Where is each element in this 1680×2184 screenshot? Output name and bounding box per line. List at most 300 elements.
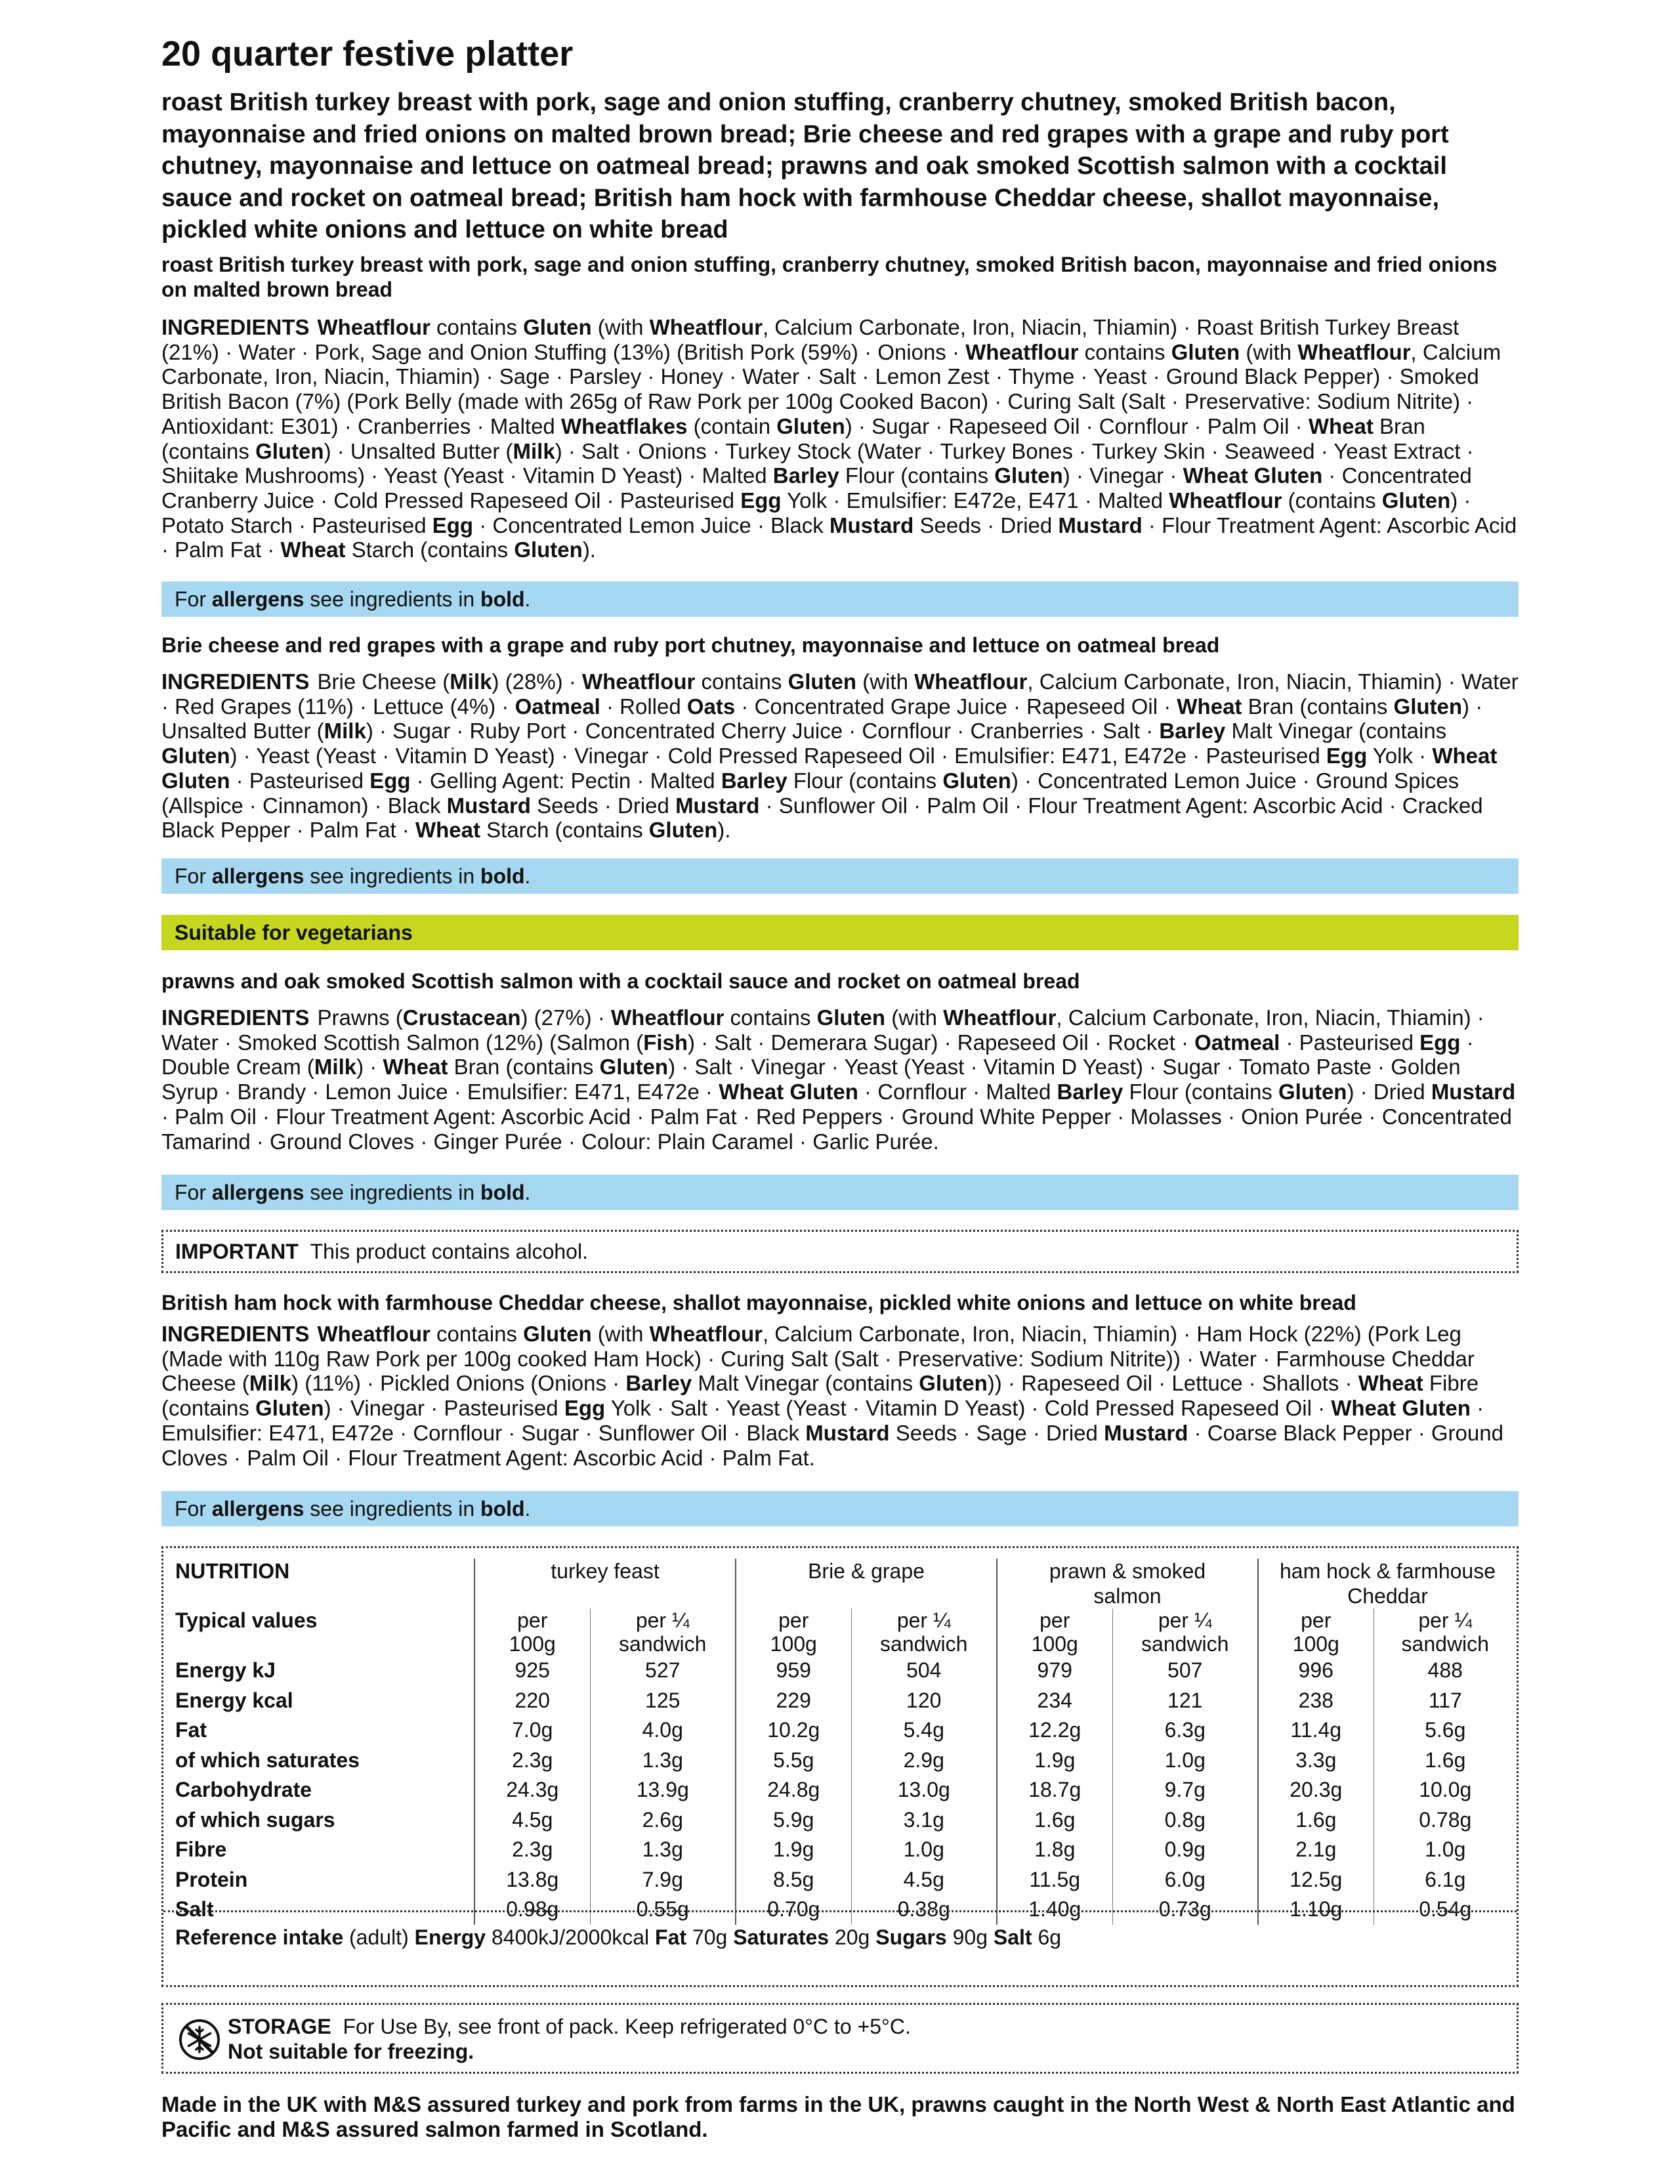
- nutrient-value: 5.4g: [851, 1715, 997, 1746]
- section-name-prawn: prawns and oak smoked Scottish salmon with a cocktail sauce and rocket on oatmeal bread: [161, 969, 1080, 993]
- nutrient-value: 6.1g: [1425, 1867, 1466, 1891]
- ingredient-text: · Sunflower Oil · Palm Oil · Flour Treatment Agent: Ascorbic Acid · Cracked Black Pepper · Palm Fat ·: [161, 793, 1483, 843]
- ingredient-text: , Calcium Carbonate, Iron, Niacin, Thiamin) · Sage · Parsley · Honey · Water · Salt · Lemon Zest · Thyme · Yeast · Ground Black Pepper) · Smoked British Bacon (7%) (Pork Belly (made with 265g of Raw Pork per 100g Cooked Bacon) · Curing Salt (Salt · Preservative: Sodium Nitrite) · Antioxidant: E301) · Cranberries · Malted: [161, 339, 1502, 438]
- ingredient-text: Wheatflour: [943, 1005, 1057, 1030]
- nutrient-label: Fat: [163, 1715, 474, 1746]
- allergen-note: [161, 858, 1519, 894]
- nutrient-value: 7.0g: [474, 1715, 590, 1746]
- nutrient-value: 3.3g: [1258, 1746, 1374, 1776]
- per-quarter-header: per ¼ sandwich: [1401, 1608, 1489, 1656]
- ingredient-text: Milk: [513, 438, 555, 463]
- reference-intake-text: Sugars: [875, 1925, 947, 1949]
- ingredient-text: Yolk · Emulsifier: E472e, E471 · Malted: [781, 488, 1169, 513]
- allergen-note-text: .: [524, 1181, 531, 1204]
- reference-intake-text: Saturates: [733, 1925, 830, 1949]
- nutrient-value: 1.0g: [851, 1835, 997, 1865]
- ingredient-text: Seeds · Sage · Dried: [889, 1420, 1104, 1445]
- nutrition-divider: [163, 1910, 1517, 1912]
- nutrient-label: Energy kcal: [163, 1686, 474, 1716]
- ingredient-text: · Cornflour · Malted: [858, 1080, 1057, 1104]
- nutrient-value: 1.6g: [1425, 1748, 1466, 1772]
- nutrient-value: 8.5g: [736, 1865, 851, 1895]
- ingredient-text: Crustacean: [402, 1005, 521, 1030]
- nutrient-value: 925: [474, 1656, 590, 1686]
- ingredient-text: Egg: [564, 1396, 606, 1421]
- nutrient-value: 24.8g: [736, 1775, 851, 1805]
- ingredient-text: contains: [430, 1322, 524, 1346]
- nutrient-value: 4.5g: [851, 1865, 997, 1895]
- nutrient-value: 527: [590, 1656, 736, 1686]
- nutrient-label: Energy kJ: [163, 1656, 474, 1686]
- allergen-note-text: see ingredients in: [304, 1497, 481, 1521]
- ingredients-label: INGREDIENTS: [161, 315, 310, 339]
- ingredient-text: Wheat Gluten: [1183, 463, 1323, 488]
- ingredient-text: Egg: [432, 513, 474, 537]
- ingredient-text: Seeds · Dried: [530, 793, 676, 818]
- ingredient-text: (with: [1240, 339, 1298, 364]
- nutrient-value: 11.4g: [1258, 1715, 1374, 1746]
- nutrition-row: [163, 1895, 1517, 1925]
- nutrient-value: 125: [590, 1686, 736, 1716]
- typical-values-label: Typical values: [163, 1608, 474, 1656]
- allergen-note-text: allergens: [211, 864, 304, 888]
- ingredient-text: Barley: [721, 768, 788, 793]
- nutrient-value: 1.9g: [997, 1746, 1112, 1776]
- ingredient-text: ) · Concentrated Lemon Juice · Ground Spices (Allspice · Cinnamon) · Black: [161, 768, 1460, 818]
- nutrition-table: [163, 1559, 1517, 1925]
- ingredient-text: Wheatflour: [1297, 339, 1411, 364]
- nutrient-value: 10.2g: [736, 1715, 851, 1746]
- ingredient-text: ) · Vinegar · Pasteurised: [324, 1396, 564, 1421]
- ingredient-text: Wheat Gluten: [161, 744, 1498, 793]
- nutrition-row: [163, 1775, 1517, 1805]
- ingredient-text: Wheatflour: [582, 669, 696, 694]
- ingredient-text: Milk: [314, 1055, 357, 1080]
- ingredient-text: , Calcium Carbonate, Iron, Niacin, Thiamin) · Ham Hock (22%) (Pork Leg (Made with 110g Raw Pork per 100g cooked Ham Hock) · Curing Salt (Salt · Preservative: Sodium Nitrite)) · Water · Farmhouse Cheddar Cheese (: [161, 1322, 1475, 1396]
- ingredient-text: Brie Cheese (: [317, 669, 450, 694]
- ingredient-text: Oatmeal: [1194, 1030, 1280, 1055]
- ingredient-text: Gluten: [994, 463, 1063, 488]
- ingredient-text: Mustard: [1104, 1420, 1188, 1445]
- nutrient-value: 0.98g: [474, 1895, 590, 1925]
- nutrient-value: 5.9g: [736, 1805, 851, 1836]
- storage-box: [161, 2003, 1519, 2074]
- ingredient-text: · Rolled: [600, 694, 687, 719]
- ingredient-text: ) (27%) ·: [520, 1005, 611, 1030]
- nutrient-value: 13.8g: [474, 1865, 590, 1895]
- allergen-note-text: allergens: [211, 1497, 304, 1521]
- ingredient-text: Wheat: [1308, 413, 1374, 438]
- ingredient-text: Malt Vinegar (contains: [692, 1371, 919, 1396]
- ingredient-text: Flour (contains: [839, 463, 995, 488]
- nutrient-value: 2.3g: [474, 1835, 590, 1865]
- ingredients-brie: [161, 669, 1519, 843]
- nutrient-value: 1.3g: [590, 1746, 736, 1776]
- ingredient-text: Yolk ·: [1367, 744, 1433, 768]
- allergen-note-text: bold: [480, 864, 525, 888]
- storage-text: [228, 2014, 911, 2064]
- ingredient-text: )) · Rapeseed Oil · Lettuce · Shallots ·: [987, 1371, 1358, 1396]
- nutrient-value: 220: [474, 1686, 590, 1716]
- nutrient-value: 1.10g: [1258, 1895, 1374, 1925]
- ingredient-text: (contains: [1282, 488, 1382, 513]
- allergen-note: [161, 1491, 1519, 1526]
- ingredient-text: Flour (contains: [1123, 1080, 1278, 1104]
- ingredient-text: Gluten: [599, 1055, 669, 1080]
- nutrient-value: 1.40g: [997, 1895, 1112, 1925]
- nutrient-value: 2.6g: [590, 1805, 736, 1836]
- per-quarter-header: per ¼ sandwich: [851, 1608, 997, 1656]
- ingredient-text: Fibre (contains: [161, 1371, 1479, 1421]
- ingredient-text: Bran (contains: [448, 1055, 600, 1080]
- ingredient-text: ) · Salt · Onions · Turkey Stock (Water · Turkey Bones · Turkey Skin · Seaweed · Yeast Extract · Shiitake Mushrooms) · Yeast (Yeast · Vitamin D Yeast) · Malted: [161, 438, 1474, 488]
- product-column-header: ham hock & farmhouse Cheddar: [1279, 1559, 1496, 1608]
- ingredient-text: Egg: [740, 488, 782, 513]
- reference-intake-text: Energy: [414, 1925, 486, 1949]
- allergen-note-text: For: [175, 864, 212, 888]
- ingredient-text: Gluten: [776, 413, 845, 438]
- ingredient-text: Egg: [1326, 744, 1368, 768]
- ingredient-text: ) · Unsalted Butter (: [324, 438, 513, 463]
- per-quarter-header: per ¼ sandwich: [590, 1608, 736, 1656]
- nutrient-value: 238: [1258, 1686, 1374, 1716]
- allergen-note-text: allergens: [211, 587, 304, 611]
- ingredient-text: , Calcium Carbonate, Iron, Niacin, Thiamin) · Water · Smoked Scottish Salmon (12%) (Salmon (: [161, 1005, 1484, 1055]
- reference-intake-text: 90g: [946, 1925, 994, 1949]
- nutrient-value: 0.73g: [1112, 1895, 1258, 1925]
- ingredient-text: ) (11%) · Pickled Onions (Onions ·: [291, 1371, 626, 1396]
- no-freezing-icon: [178, 2018, 221, 2061]
- ingredient-text: Starch (contains: [480, 818, 649, 843]
- product-column-header: Brie & grape: [736, 1559, 997, 1608]
- reference-intake-text: 20g: [829, 1925, 876, 1949]
- ingredient-text: , Calcium Carbonate, Iron, Niacin, Thiamin) · Water · Red Grapes (11%) · Lettuce (4%) ·: [161, 669, 1519, 719]
- ingredients-label: INGREDIENTS: [161, 1005, 310, 1030]
- ingredient-text: Wheatflour: [317, 1322, 430, 1346]
- ingredient-text: Egg: [1419, 1030, 1461, 1055]
- nutrient-value: 7.9g: [590, 1865, 736, 1895]
- nutrient-label: of which sugars: [163, 1805, 474, 1836]
- nutrient-value: 20.3g: [1258, 1775, 1374, 1805]
- ingredient-text: ) · Sugar · Ruby Port · Concentrated Cherry Juice · Cornflour · Cranberries · Salt ·: [366, 719, 1160, 744]
- ingredient-text: Mustard: [1058, 513, 1143, 537]
- ingredient-text: · Gelling Agent: Pectin · Malted: [410, 768, 721, 793]
- nutrition-row: [163, 1715, 1517, 1746]
- nutrient-value: 6.0g: [1112, 1865, 1258, 1895]
- nutrition-row: [163, 1805, 1517, 1836]
- ingredient-text: Gluten: [1381, 488, 1451, 513]
- allergen-note-text: .: [524, 1497, 531, 1521]
- reference-intake-text: Fat: [655, 1925, 687, 1949]
- ingredient-text: Gluten: [1278, 1080, 1347, 1104]
- reference-intake-text: Salt: [993, 1925, 1032, 1949]
- ingredient-text: (with: [591, 315, 650, 339]
- allergen-note-text: bold: [480, 587, 525, 611]
- nutrient-value: 120: [851, 1686, 997, 1716]
- product-title: 20 quarter festive platter: [161, 34, 574, 74]
- important-notice: [161, 1230, 1519, 1273]
- ingredient-text: · Palm Oil · Flour Treatment Agent: Ascorbic Acid · Palm Fat · Red Peppers · Ground White Pepper · Molasses · Onion Purée · Concentrated Tamarind · Ground Cloves · Ginger Purée · Colour: Plain Caramel · Garlic Purée.: [161, 1104, 1512, 1154]
- ingredient-text: Prawns (: [317, 1005, 403, 1030]
- ingredient-text: · Concentrated Grape Juice · Rapeseed Oil ·: [735, 694, 1177, 719]
- nutrient-value: 10.0g: [1419, 1778, 1472, 1801]
- per-100g-header: per 100g: [1258, 1608, 1374, 1656]
- ingredient-text: ) · Salt · Demerara Sugar) · Rapeseed Oil · Rocket ·: [688, 1030, 1195, 1055]
- nutrient-value: 1.0g: [1425, 1838, 1466, 1861]
- nutrient-value: 13.9g: [590, 1775, 736, 1805]
- allergen-note: [161, 1175, 1519, 1210]
- ingredient-text: · Concentrated Cranberry Juice · Cold Pressed Rapeseed Oil · Pasteurised: [161, 463, 1472, 513]
- ingredient-text: ) · Dried: [1347, 1080, 1431, 1104]
- ingredient-text: Malt Vinegar (contains: [1225, 719, 1447, 744]
- ingredient-text: Flour (contains: [787, 768, 943, 793]
- reference-intake-text: Reference intake: [175, 1925, 344, 1949]
- nutrient-value: 5.6g: [1425, 1718, 1466, 1742]
- ingredient-text: Wheat: [280, 537, 346, 562]
- ingredient-text: Bran (contains: [1242, 694, 1394, 719]
- ingredient-text: Milk: [450, 669, 492, 694]
- nutrient-value: 1.0g: [1112, 1746, 1258, 1776]
- ingredient-text: Wheat: [1177, 694, 1242, 719]
- nutrient-value: 18.7g: [997, 1775, 1112, 1805]
- ingredient-text: Bran (contains: [161, 413, 1425, 463]
- ingredient-text: Gluten: [942, 768, 1011, 793]
- ingredient-text: Mustard: [1431, 1080, 1516, 1104]
- ingredient-text: · Coarse Black Pepper · Ground Cloves · Palm Oil · Flour Treatment Agent: Ascorbic Acid · Palm Fat.: [161, 1420, 1503, 1470]
- ingredient-text: Gluten: [514, 537, 583, 562]
- nutrient-value: 4.5g: [474, 1805, 590, 1836]
- ingredient-text: · Emulsifier: E471, E472e · Cornflour · Sugar · Sunflower Oil · Black: [161, 1396, 1484, 1445]
- nutrition-box: [161, 1546, 1519, 1987]
- ingredient-text: Seeds · Dried: [914, 513, 1059, 537]
- ingredient-text: Yolk · Salt · Yeast (Yeast · Vitamin D Yeast) · Cold Pressed Rapeseed Oil ·: [605, 1396, 1332, 1421]
- ingredient-text: Starch (contains: [345, 537, 514, 562]
- nutrient-value: 0.8g: [1112, 1805, 1258, 1836]
- nutrient-value: 996: [1258, 1656, 1374, 1686]
- reference-intake-text: 8400kJ/2000kcal: [486, 1925, 656, 1949]
- allergen-note-text: allergens: [211, 1181, 304, 1204]
- allergen-note-text: see ingredients in: [304, 587, 481, 611]
- nutrient-value: 9.7g: [1112, 1775, 1258, 1805]
- allergen-note-text: see ingredients in: [304, 864, 481, 888]
- ingredients-turkey: [161, 315, 1519, 562]
- product-column-header: turkey feast: [474, 1559, 736, 1608]
- nutrient-value: 1.3g: [590, 1835, 736, 1865]
- origin-statement: Made in the UK with M&S assured turkey and pork from farms in the UK, prawns caught in the North West & North East Atlantic and Pacific and M&S assured salmon farmed in Scotland.: [161, 2092, 1515, 2141]
- ingredient-text: Mustard: [446, 793, 531, 818]
- nutrient-label: of which saturates: [163, 1746, 474, 1776]
- nutrient-value: 1.6g: [1258, 1805, 1374, 1836]
- nutrition-subheader-row: [163, 1608, 1517, 1656]
- ingredient-text: Wheatflour: [914, 669, 1028, 694]
- ingredient-text: ).: [717, 818, 731, 843]
- nutrient-value: 959: [736, 1656, 851, 1686]
- ingredient-text: Gluten: [648, 818, 718, 843]
- ingredient-text: contains: [724, 1005, 817, 1030]
- ingredient-text: Gluten: [816, 1005, 886, 1030]
- nutrient-value: 117: [1428, 1688, 1462, 1712]
- ingredient-text: · Pasteurised: [230, 768, 370, 793]
- ingredient-text: ) · Sugar · Rapeseed Oil · Cornflour · Palm Oil ·: [845, 413, 1309, 438]
- allergen-note-text: .: [524, 864, 531, 888]
- ingredient-text: Gluten: [255, 438, 324, 463]
- ingredient-text: ) ·: [356, 1055, 383, 1080]
- nutrient-label: Carbohydrate: [163, 1775, 474, 1805]
- product-column-header: prawn & smoked salmon: [997, 1559, 1258, 1608]
- ingredients-prawn: [161, 1005, 1519, 1154]
- nutrient-value: 504: [851, 1656, 997, 1686]
- ingredient-text: Gluten: [255, 1396, 324, 1421]
- allergen-note-text: For: [175, 587, 212, 611]
- ingredients-label: INGREDIENTS: [161, 669, 310, 694]
- nutrient-value: 1.8g: [997, 1835, 1112, 1865]
- ingredient-text: Egg: [369, 768, 411, 793]
- ingredient-text: (with: [591, 1322, 650, 1346]
- nutrition-row: [163, 1835, 1517, 1865]
- ingredient-text: Gluten: [161, 744, 230, 768]
- ingredient-text: ) · Unsalted Butter (: [161, 694, 1483, 744]
- allergen-note-text: .: [524, 587, 531, 611]
- ingredient-text: Barley: [772, 463, 839, 488]
- per-100g-header: per 100g: [736, 1608, 851, 1656]
- nutrient-value: 1.9g: [736, 1835, 851, 1865]
- nutrient-value: 2.1g: [1258, 1835, 1374, 1865]
- ingredient-text: Milk: [324, 719, 366, 744]
- ingredient-text: ).: [582, 537, 596, 562]
- storage-instructions: For Use By, see front of pack. Keep refrigerated 0°C to +5°C.: [343, 2015, 911, 2038]
- reference-intake: [175, 1921, 1061, 1954]
- ingredient-text: (contain: [687, 413, 777, 438]
- vegetarian-badge: Suitable for vegetarians: [161, 915, 1519, 950]
- ingredient-text: contains: [430, 315, 524, 339]
- ingredient-text: Mustard: [829, 513, 914, 537]
- important-text: This product contains alcohol.: [310, 1240, 588, 1263]
- allergen-note-text: For: [175, 1497, 212, 1521]
- storage-label: STORAGE: [228, 2015, 331, 2038]
- nutrient-value: 1.6g: [997, 1805, 1112, 1836]
- ingredient-text: ) · Yeast (Yeast · Vitamin D Yeast) · Vinegar · Cold Pressed Rapeseed Oil · Emulsifier: E471, E472e · Pasteurised: [230, 744, 1326, 768]
- nutrient-value: 5.5g: [736, 1746, 851, 1776]
- nutrition-row: [163, 1686, 1517, 1716]
- allergen-note: [161, 581, 1519, 617]
- per-quarter-header: per ¼ sandwich: [1112, 1608, 1258, 1656]
- ingredient-text: Barley: [1159, 719, 1226, 744]
- ingredient-text: · Double Cream (: [161, 1030, 1474, 1080]
- ingredient-text: ) · Potato Starch · Pasteurised: [161, 488, 1471, 537]
- ingredient-text: ) (28%) ·: [492, 669, 582, 694]
- ingredient-text: Gluten: [523, 1322, 592, 1346]
- ingredient-text: , Calcium Carbonate, Iron, Niacin, Thiamin) · Roast British Turkey Breast (21%) · Water · Pork, Sage and Onion Stuffing (13%) (British Pork (59%) · Onions ·: [161, 315, 1460, 364]
- ingredient-text: Gluten: [1171, 339, 1240, 364]
- nutrient-value: 121: [1112, 1686, 1258, 1716]
- nutrition-row: [163, 1865, 1517, 1895]
- ingredient-text: Mustard: [805, 1420, 890, 1445]
- ingredient-text: Wheat: [383, 1055, 448, 1080]
- nutrition-heading: NUTRITION: [163, 1559, 474, 1608]
- ingredient-text: Wheatflour: [611, 1005, 724, 1030]
- ingredient-text: Wheat Gluten: [719, 1080, 858, 1104]
- ingredients-label: INGREDIENTS: [161, 1322, 310, 1346]
- ingredient-text: Wheat: [1358, 1371, 1423, 1396]
- nutrient-value: 229: [736, 1686, 851, 1716]
- nutrient-value: 24.3g: [474, 1775, 590, 1805]
- nutrient-value: 0.70g: [736, 1895, 851, 1925]
- nutrient-value: 3.1g: [851, 1805, 997, 1836]
- allergen-note-text: bold: [480, 1181, 525, 1204]
- ingredient-text: Gluten: [1393, 694, 1463, 719]
- nutrient-value: 0.9g: [1112, 1835, 1258, 1865]
- important-label: IMPORTANT: [175, 1240, 299, 1263]
- ingredient-text: ) · Salt · Vinegar · Yeast (Yeast · Vitamin D Yeast) · Sugar · Tomato Paste · Golden Syrup · Brandy · Lemon Juice · Emulsifier: E471, E472e ·: [161, 1055, 1461, 1104]
- nutrient-value: 234: [997, 1686, 1112, 1716]
- ingredient-text: · Flour Treatment Agent: Ascorbic Acid · Palm Fat ·: [161, 513, 1517, 562]
- ingredient-text: Oatmeal: [514, 694, 600, 719]
- nutrient-value: 979: [997, 1656, 1112, 1686]
- nutrient-value: 12.2g: [997, 1715, 1112, 1746]
- nutrient-value: 0.78g: [1419, 1807, 1472, 1832]
- nutrient-value: 11.5g: [997, 1865, 1112, 1895]
- nutrient-value: 12.5g: [1258, 1865, 1374, 1895]
- ingredient-text: contains: [695, 669, 788, 694]
- ingredient-text: Barley: [625, 1371, 692, 1396]
- ingredient-text: Gluten: [788, 669, 857, 694]
- ingredient-text: Fish: [643, 1030, 688, 1055]
- reference-intake-text: 6g: [1032, 1925, 1062, 1949]
- ingredient-text: Milk: [249, 1371, 292, 1396]
- nutrient-value: 0.38g: [851, 1895, 997, 1925]
- reference-intake-text: (adult): [343, 1925, 415, 1949]
- ingredient-text: (with: [885, 1005, 944, 1030]
- allergen-note-text: For: [175, 1181, 212, 1204]
- ingredient-text: Wheatflour: [649, 1322, 763, 1346]
- ingredient-text: Wheat: [415, 818, 480, 843]
- nutrient-value: 507: [1112, 1656, 1258, 1686]
- nutrient-label: Fibre: [163, 1835, 474, 1865]
- nutrient-label: Protein: [163, 1865, 474, 1895]
- nutrient-value: 488: [1427, 1658, 1463, 1682]
- ingredient-text: Wheatflour: [649, 315, 763, 339]
- section-name-turkey: roast British turkey breast with pork, sage and onion stuffing, cranberry chutney, smoked British bacon, mayonnaise and fried onions on malted brown bread: [161, 253, 1498, 301]
- ingredient-text: Oats: [686, 694, 736, 719]
- nutrient-value: 0.54g: [1419, 1897, 1472, 1921]
- freezing-warning: Not suitable for freezing.: [228, 2040, 474, 2063]
- ingredient-text: Gluten: [919, 1371, 988, 1396]
- ingredient-text: · Pasteurised: [1280, 1030, 1420, 1055]
- ingredient-text: ) · Vinegar ·: [1062, 463, 1183, 488]
- nutrition-row: [163, 1656, 1517, 1686]
- ingredients-hamhock: [161, 1322, 1519, 1470]
- allergen-note-text: see ingredients in: [304, 1181, 481, 1204]
- ingredient-text: Wheatflour: [317, 315, 430, 339]
- per-100g-header: per 100g: [997, 1608, 1112, 1656]
- ingredient-text: (with: [856, 669, 915, 694]
- ingredient-text: Gluten: [523, 315, 592, 339]
- section-name-brie: Brie cheese and red grapes with a grape and ruby port chutney, mayonnaise and lettuce on oatmeal bread: [161, 633, 1220, 657]
- ingredient-text: contains: [1078, 339, 1171, 364]
- ingredient-text: Wheat Gluten: [1331, 1396, 1471, 1421]
- per-100g-header: per 100g: [474, 1608, 590, 1656]
- nutrient-value: 4.0g: [590, 1715, 736, 1746]
- nutrient-label: Salt: [163, 1895, 474, 1925]
- nutrient-value: 6.3g: [1112, 1715, 1258, 1746]
- ingredient-text: Wheatflour: [1169, 488, 1282, 513]
- nutrition-row: [163, 1746, 1517, 1776]
- nutrition-header-row: [163, 1559, 1517, 1608]
- allergen-note-text: bold: [480, 1497, 525, 1521]
- ingredient-text: Wheatflour: [965, 339, 1079, 364]
- nutrient-value: 2.9g: [851, 1746, 997, 1776]
- section-name-hamhock: British ham hock with farmhouse Cheddar cheese, shallot mayonnaise, pickled white onions and lettuce on white bread: [161, 1291, 1356, 1314]
